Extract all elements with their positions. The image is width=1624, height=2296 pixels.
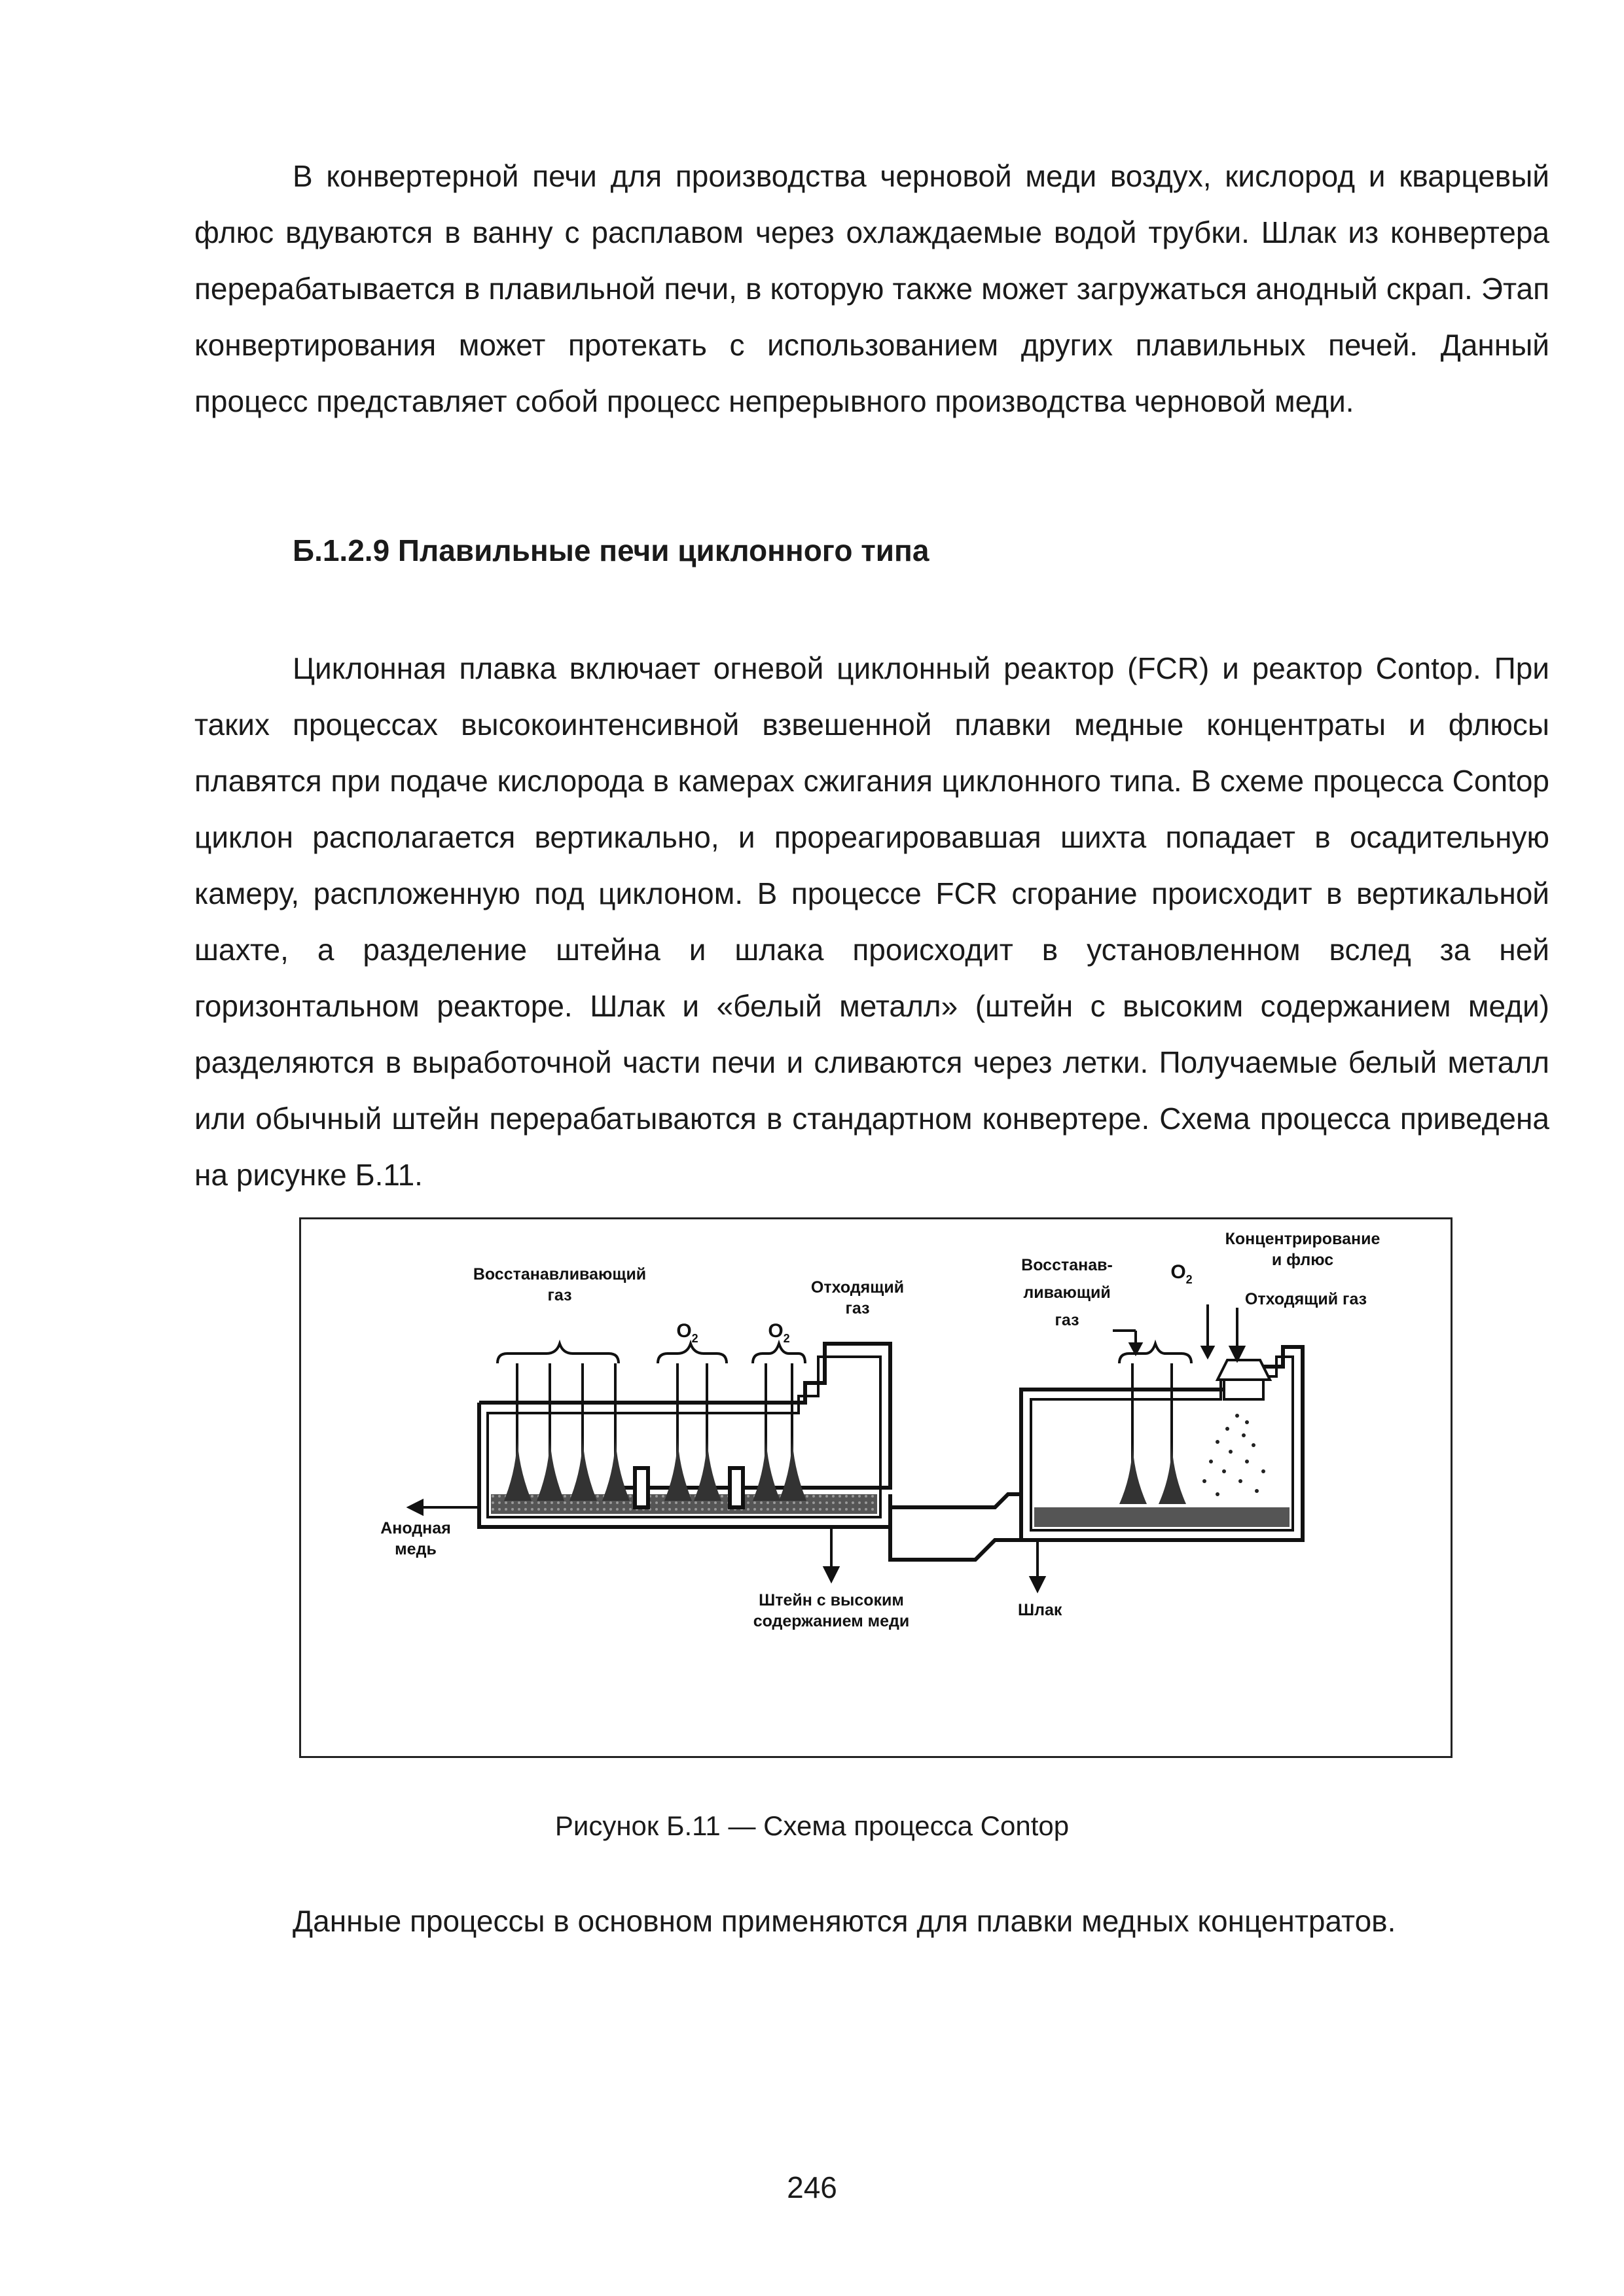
- left-lances: [517, 1363, 792, 1501]
- label-o2-b: $O_2$: [768, 1320, 790, 1345]
- contop-process-diagram: [299, 1217, 1453, 1758]
- label-anode-copper-line1: Анодная: [380, 1519, 451, 1537]
- label-offgas-2: Отходящий газ: [1244, 1290, 1367, 1308]
- label-matte-line1: Штейн с высоким: [759, 1591, 904, 1609]
- label-o2-c: $O_2$: [1170, 1261, 1193, 1286]
- cyclone-hopper: [1218, 1360, 1270, 1399]
- section-heading: Б.1.2.9 Плавильные печи циклонного типа: [293, 533, 929, 567]
- label-reducing-gas-2-line3: газ: [1055, 1311, 1079, 1329]
- label-reducing-gas-2-line2: ливающий: [1023, 1283, 1111, 1302]
- label-concentrate-line2: и флюс: [1271, 1251, 1334, 1269]
- connecting-launder: [890, 1494, 1021, 1560]
- page-number: 246: [787, 2170, 837, 2204]
- label-reducing-gas-1-line2: газ: [547, 1286, 572, 1304]
- label-concentrate-line1: Концентрирование: [1225, 1230, 1380, 1248]
- label-offgas-1-line2: газ: [845, 1299, 870, 1318]
- label-reducing-gas-1-line1: Восстанавливающий: [473, 1265, 647, 1283]
- braces: [497, 1344, 1191, 1363]
- label-reducing-gas-2-line1: Восстанав-: [1021, 1256, 1113, 1274]
- label-matte-line2: содержанием меди: [753, 1612, 910, 1630]
- label-o2-a: $O_2$: [676, 1320, 698, 1345]
- paragraph-conclusion: Данные процессы в основном применяются для плавки медных концентратов.: [293, 1904, 1396, 1938]
- paragraph-converter: В конвертерной печи для производства черновой меди воздух, кислород и кварцевый флюс вдуваются в ванну с расплавом через охлаждаемые водой трубки. Шлак из конвертера перерабатывается в плавильной печи, в которую также может загружаться анодный скрап. Этап конвертирования может протекать с использованием других плавильных печей. Данный процесс представляет собой процесс непрерывного производства черновой меди.: [194, 159, 1549, 418]
- label-slag: Шлак: [1018, 1601, 1062, 1619]
- label-offgas-1-line1: Отходящий: [810, 1278, 905, 1297]
- paragraph-cyclone-smelting: Циклонная плавка включает огневой циклонный реактор (FCR) и реактор Contop. При таких процессах высокоинтенсивной взвешенной плавки медные концентраты и флюсы плавятся при подаче кислорода в камерах сжигания циклонного типа. В схеме процесса Contop циклон располагается вертикально, и прореагировавшая шихта попадает в осадительную камеру, распложенную под циклоном. В процессе FCR сгорание происходит в вертикальной шахте, а разделение штейна и шлака происходит в установленном вслед за ней горизонтальном реакторе. Шлак и «белый металл» (штейн с высоким содержанием меди) разделяются в выработочной части печи и сливаются через летки. Получаемые белый металл или обычный штейн перерабатываются в стандартном конвертере. Схема процесса приведена на рисунке Б.11.: [194, 651, 1549, 1192]
- label-anode-copper-line2: медь: [395, 1540, 437, 1558]
- feed-spray: [1202, 1414, 1265, 1496]
- right-melt: [1034, 1507, 1290, 1527]
- figure-caption: Рисунок Б.11 — Схема процесса Contop: [554, 1810, 1070, 1841]
